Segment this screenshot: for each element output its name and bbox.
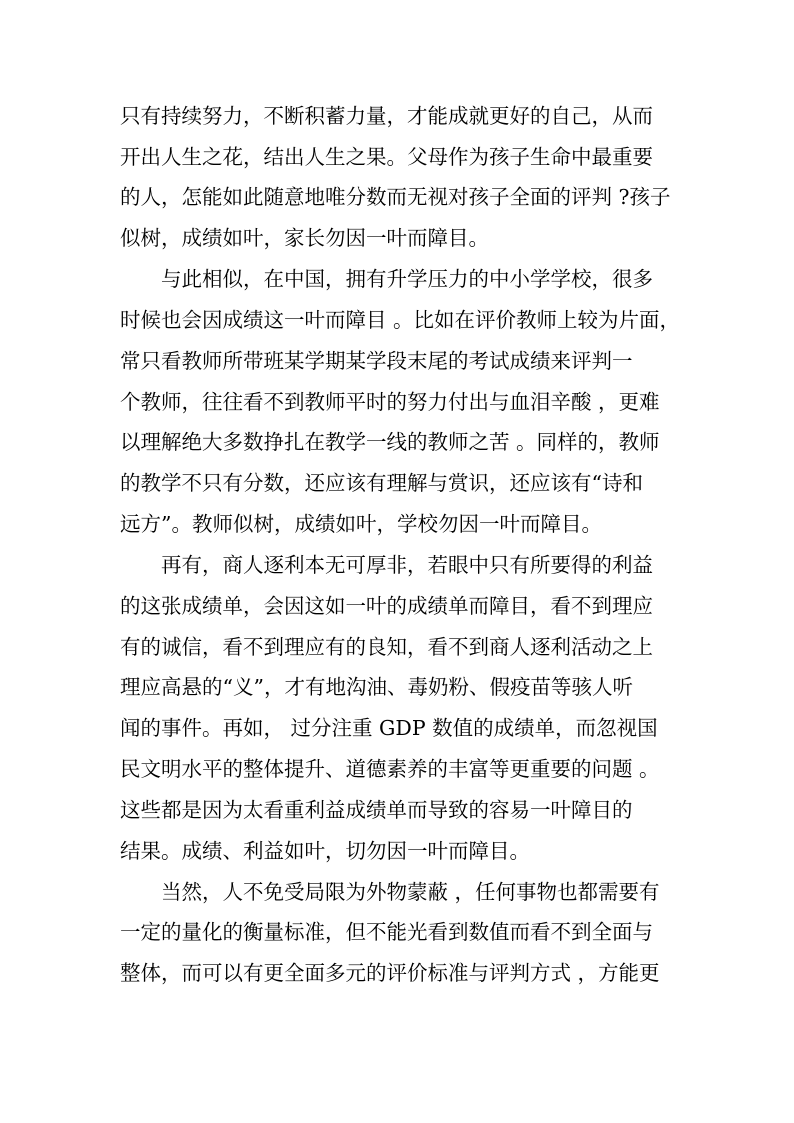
- paragraph-first-line: 与此相似，在中国，拥有升学压力的中小学学校，很多: [161, 267, 653, 291]
- text-line: 闻的事件。再如， 过分注重 GDP 数值的成绩单，而忽视国: [120, 716, 658, 740]
- paragraph-first-line: 再有，商人逐利本无可厚非，若眼中只有所要得的利益: [161, 553, 653, 577]
- text-line: 的这张成绩单，会因这如一叶的成绩单而障目，看不到理应: [120, 594, 653, 618]
- text-line: 以理解绝大多数挣扎在教学一线的教师之苦 。同样的，教师: [120, 430, 660, 454]
- text-line: 的教学不只有分数，还应该有理解与赏识，还应该有“诗和: [120, 471, 643, 495]
- text-line: 这些都是因为太看重利益成绩单而导致的容易一叶障目的: [120, 798, 633, 822]
- text-line: 一定的量化的衡量标准，但不能光看到数值而看不到全面与: [120, 920, 653, 944]
- text-line: 有的诚信，看不到理应有的良知，看不到商人逐利活动之上: [120, 635, 653, 659]
- text-line: 整体，而可以有更全面多元的评价标准与评判方式 ，方能更: [120, 961, 660, 985]
- text-line: 理应高悬的“义”，才有地沟油、毒奶粉、假疫苗等骇人听: [120, 675, 633, 699]
- text-line: 个教师，往往看不到教师平时的努力付出与血泪辛酸 ，更难: [120, 390, 660, 414]
- text-line: 远方”。教师似树，成绩如叶，学校勿因一叶而障目。: [120, 512, 602, 536]
- text-line: 常只看教师所带班某学期某学段末尾的考试成绩来评判一: [120, 349, 633, 373]
- text-line: 民文明水平的整体提升、道德素养的丰富等更重要的问题 。: [120, 757, 660, 781]
- text-line: 开出人生之花，结出人生之果。父母作为孩子生命中最重要: [120, 145, 653, 169]
- text-line: 只有持续努力，不断积蓄力量，才能成就更好的自己，从而: [120, 104, 653, 128]
- text-line: 似树，成绩如叶，家长勿因一叶而障目。: [120, 226, 489, 250]
- text-line: 时候也会因成绩这一叶而障目 。比如在评价教师上较为片面，: [120, 308, 681, 332]
- text-line: 的人，怎能如此随意地唯分数而无视对孩子全面的评判 ?孩子: [120, 185, 671, 209]
- paragraph-first-line: 当然，人不免受局限为外物蒙蔽 ，任何事物也都需要有: [161, 880, 660, 904]
- text-line: 结果。成绩、利益如叶，切勿因一叶而障目。: [120, 839, 530, 863]
